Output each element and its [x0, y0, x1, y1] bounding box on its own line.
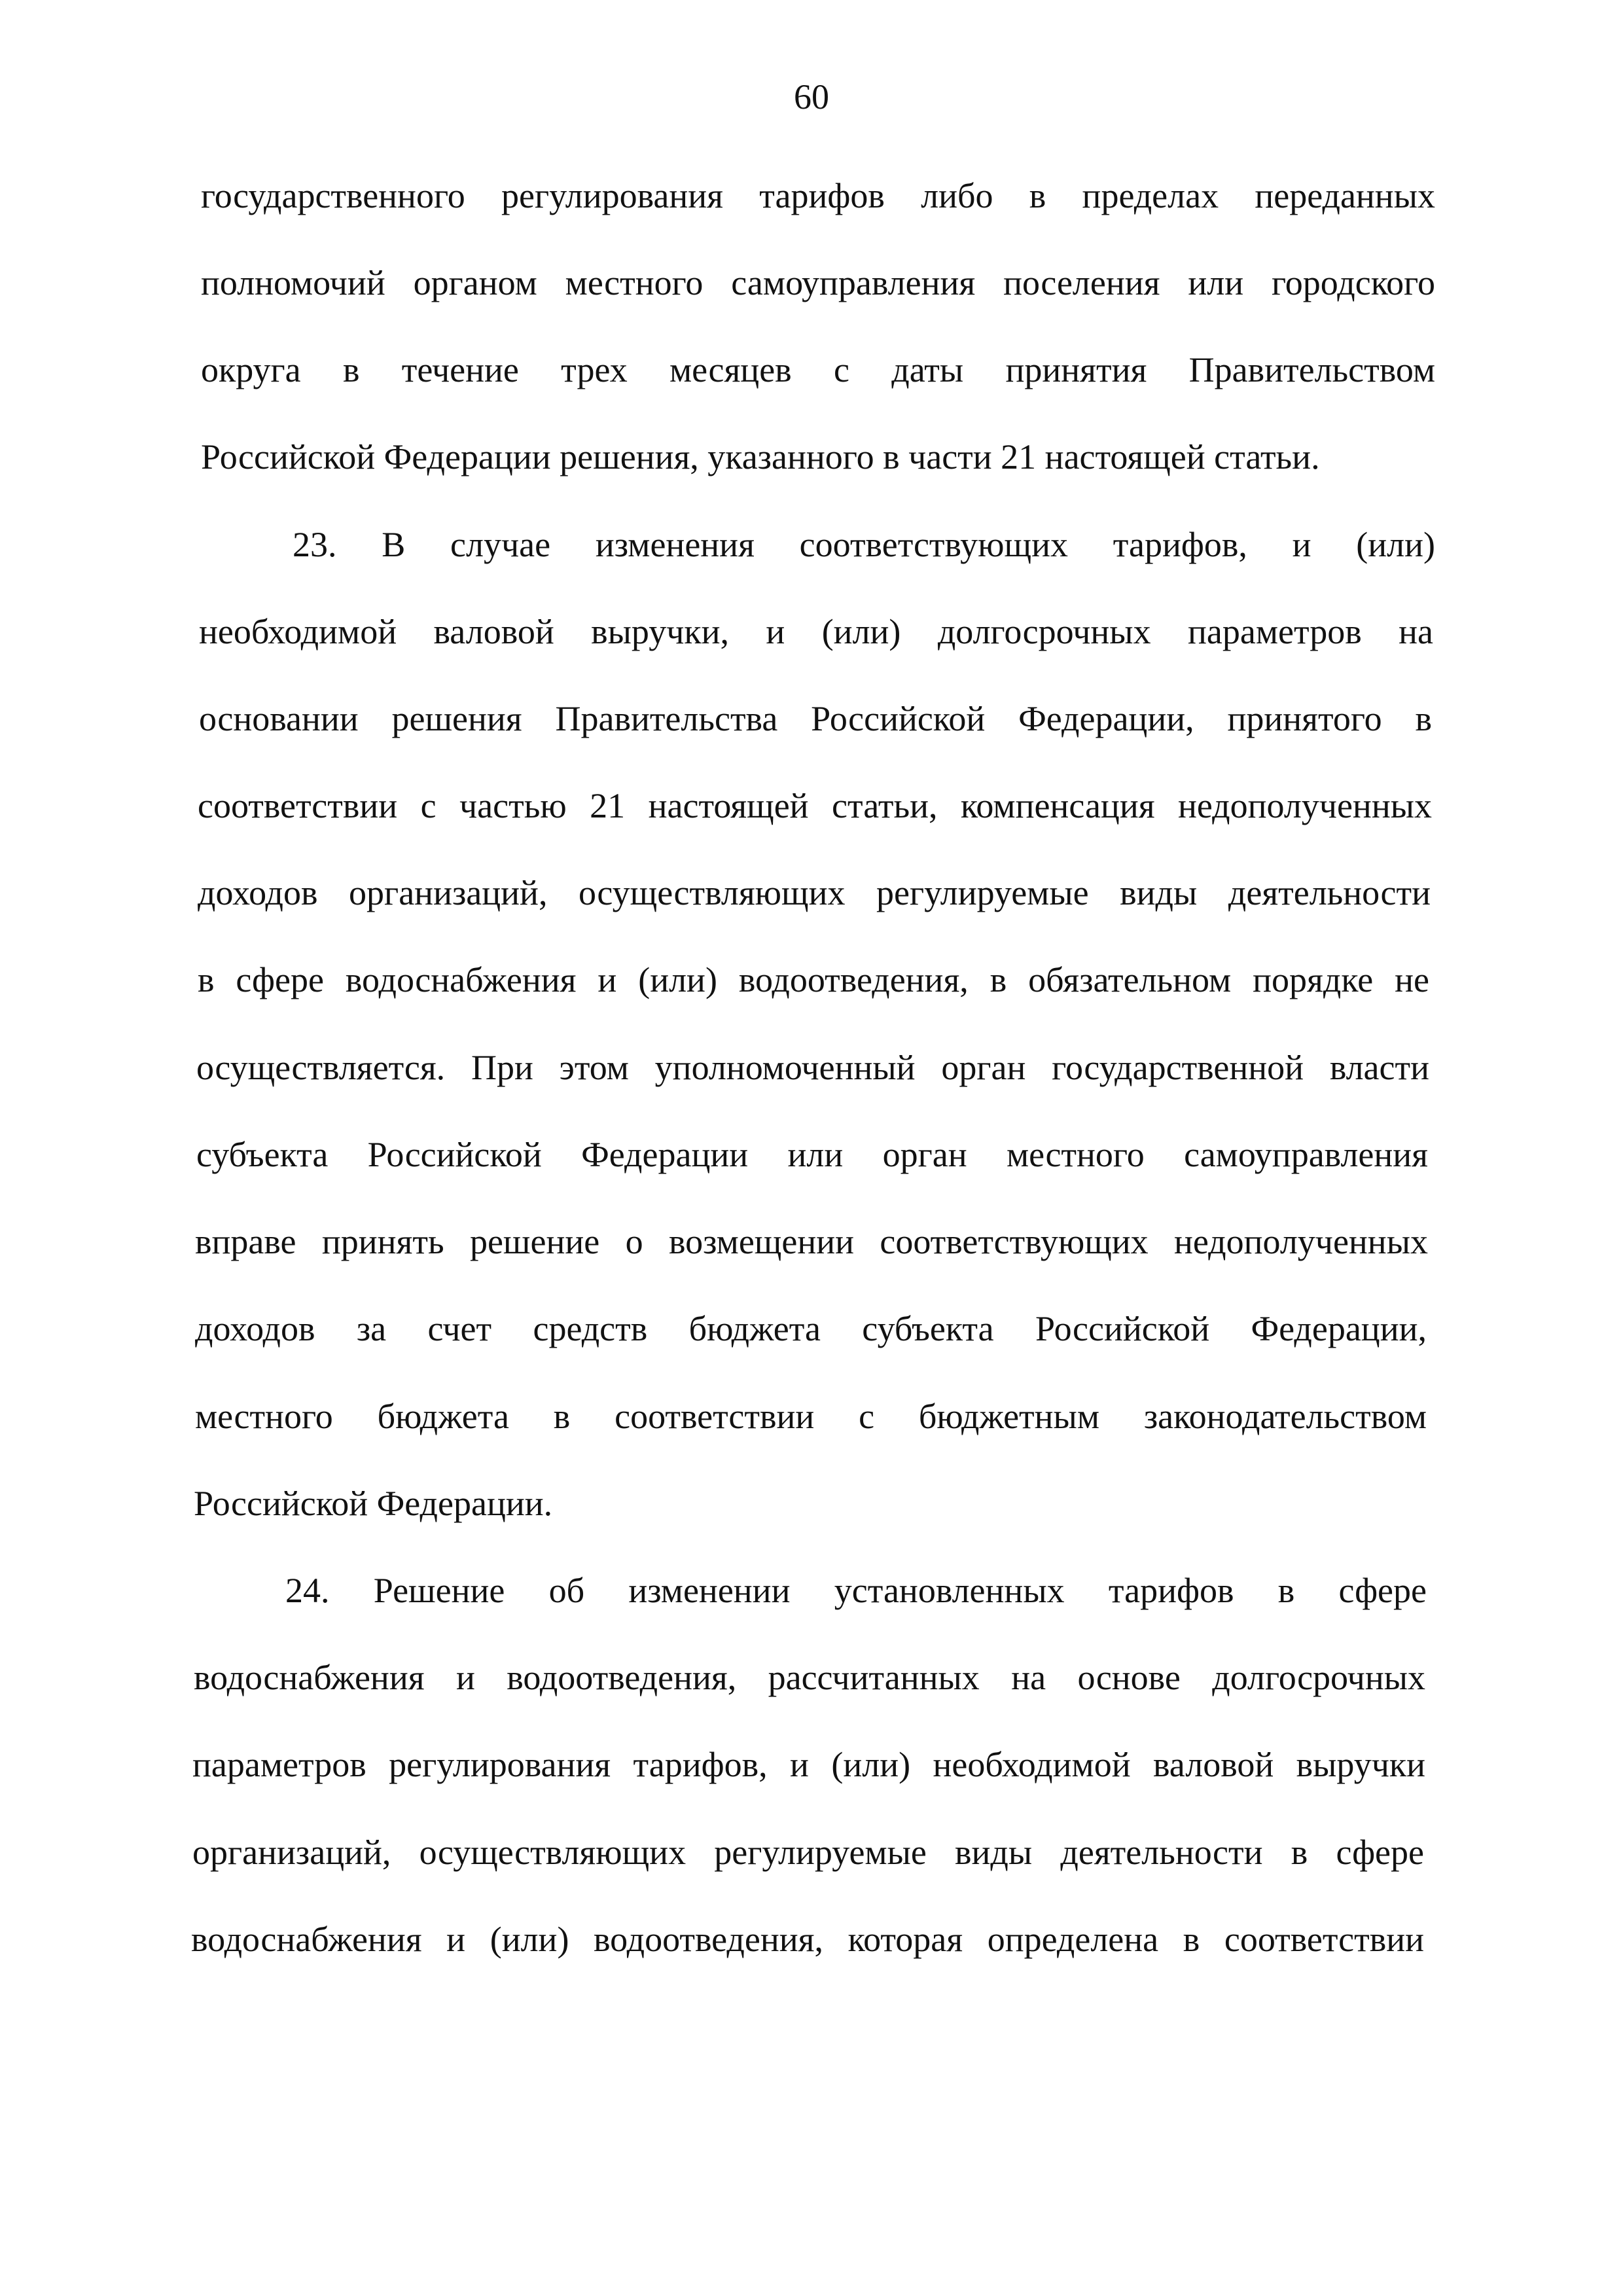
text-line: 23. В случае изменения соответствующих тарифов, и (или) — [293, 525, 1435, 564]
text-line: водоснабжения и (или) водоотведения, которая определена в соответствии — [191, 1920, 1424, 1959]
page-number: 60 — [794, 77, 829, 117]
text-line: Российской Федерации решения, указанного в части 21 настоящей статьи. — [201, 437, 1320, 476]
text-line: полномочий органом местного самоуправления поселения или городского — [201, 263, 1435, 302]
text-line: вправе принять решение о возмещении соответствующих недополученных — [195, 1222, 1428, 1261]
text-line: организаций, осуществляющих регулируемые виды деятельности в сфере — [192, 1833, 1424, 1872]
text-line: государственного регулирования тарифов либо в пределах переданных — [201, 176, 1435, 215]
text-line: местного бюджета в соответствии с бюджетным законодательством — [195, 1397, 1427, 1436]
text-line: субъекта Российской Федерации или орган местного самоуправления — [196, 1135, 1428, 1174]
text-line: округа в течение трех месяцев с даты принятия Правительством — [201, 350, 1435, 389]
text-line: водоснабжения и водоотведения, рассчитанных на основе долгосрочных — [194, 1658, 1425, 1697]
text-line: основании решения Правительства Российской Федерации, принятого в — [199, 699, 1432, 738]
text-line: соответствии с частью 21 настоящей статьи, компенсация недополученных — [198, 786, 1432, 825]
text-line: Российской Федерации. — [194, 1484, 553, 1523]
text-line: в сфере водоснабжения и (или) водоотведения, в обязательном порядке не — [198, 960, 1429, 999]
text-line: доходов за счет средств бюджета субъекта Российской Федерации, — [195, 1309, 1427, 1348]
text-line: параметров регулирования тарифов, и (или) необходимой валовой выручки — [192, 1745, 1425, 1784]
text-line: 24. Решение об изменении установленных тарифов в сфере — [285, 1571, 1427, 1610]
text-line: осуществляется. При этом уполномоченный орган государственной власти — [196, 1048, 1429, 1087]
text-line: доходов организаций, осуществляющих регулируемые виды деятельности — [198, 873, 1431, 912]
text-line: необходимой валовой выручки, и (или) долгосрочных параметров на — [199, 612, 1433, 651]
